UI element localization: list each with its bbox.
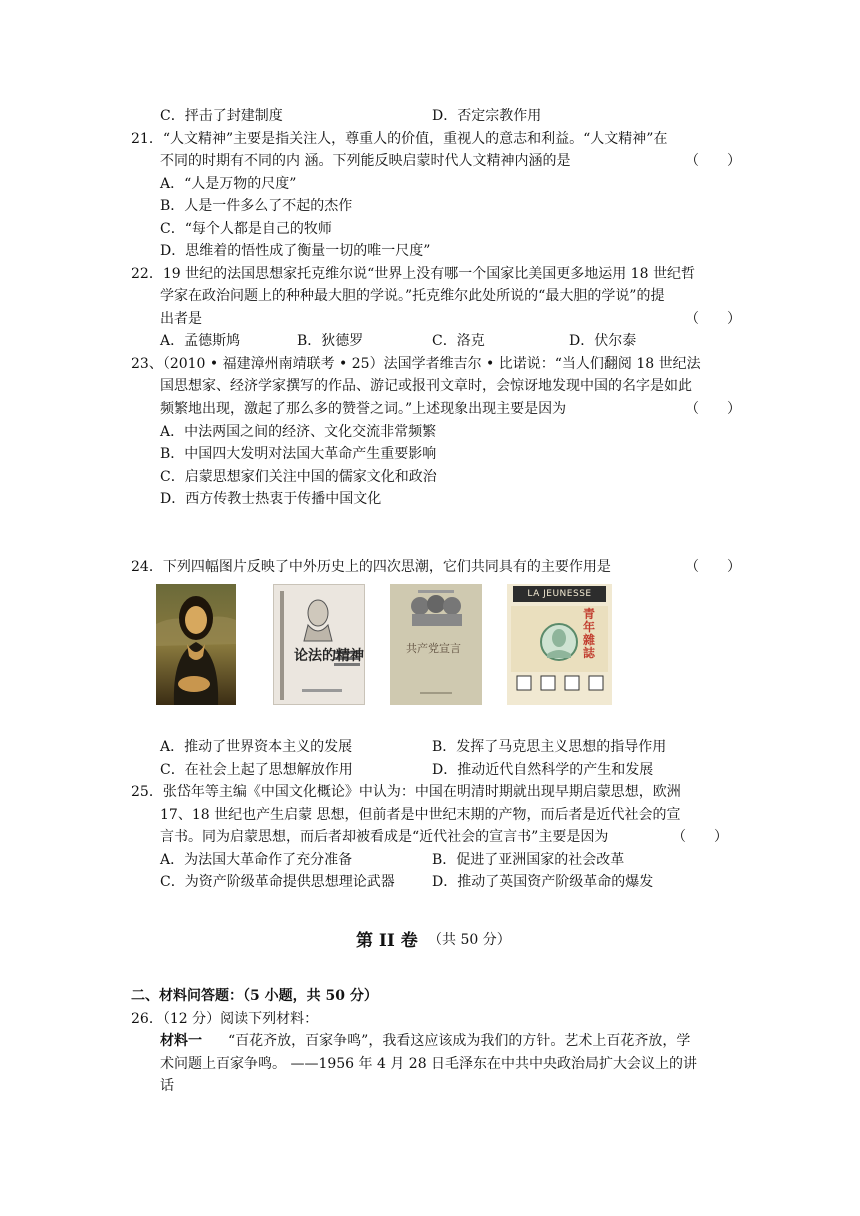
q22-option-b: B．狄德罗 xyxy=(297,333,364,349)
mona-lisa-image xyxy=(156,584,236,705)
part-two-subtitle: （共 50 分） xyxy=(428,932,511,948)
q21-stem-line2: 不同的时期有不同的内 涵。下列能反映启蒙时代人文精神内涵的是 xyxy=(160,153,571,169)
part-two-title: 第 II 卷 xyxy=(356,931,418,951)
q25-stem-line1: 25．张岱年等主编《中国文化概论》中认为：中国在明清时期就出现早期启蒙思想，欧洲 xyxy=(131,784,681,800)
q20-option-c: C．抨击了封建制度 xyxy=(160,108,283,124)
q23-option-b: B．中国四大发明对法国大革命产生重要影响 xyxy=(160,446,437,462)
q22-option-d: D．伏尔泰 xyxy=(569,333,637,349)
q22-stem-line2: 学家在政治问题上的种种最大胆的学说。”托克维尔此处所说的“最大胆的学说”的提 xyxy=(160,288,665,304)
q24-option-c: C．在社会上起了思想解放作用 xyxy=(160,762,353,778)
q23-stem-line2: 国思想家、经济学家撰写的作品、游记或报刊文章时，会惊讶地发现中国的名字是如此 xyxy=(160,378,692,394)
la-jeunesse-title: 青年雜誌 xyxy=(583,607,596,660)
q23-stem-line1: 23、（2010 • 福建漳州南靖联考 • 25）法国学者维吉尔 • 比诺说：“当人们翻阅 18 世纪法 xyxy=(131,356,701,372)
q24-option-b: B．发挥了马克思主义思想的指导作用 xyxy=(432,739,667,755)
q26-material-one-line3: 话 xyxy=(160,1078,174,1094)
q23-stem-line3: 频繁地出现，激起了那么多的赞誉之词。”上述现象出现主要是因为 xyxy=(160,401,567,417)
q21-option-d: D．思维着的悟性成了衡量一切的唯一尺度” xyxy=(160,243,431,259)
q24-option-a: A．推动了世界资本主义的发展 xyxy=(160,739,353,755)
q24-answer-blank: （ ） xyxy=(685,559,741,575)
q22-stem-line1: 22．19 世纪的法国思想家托克维尔说“世界上没有哪一个国家比美国更多地运用 18 世纪哲 xyxy=(131,266,695,282)
q25-option-c: C．为资产阶级革命提供思想理论武器 xyxy=(160,874,395,890)
q20-option-d: D．否定宗教作用 xyxy=(432,108,542,124)
q26-material-one-line2: 术问题上百家争鸣。 ——1956 年 4 月 28 日毛泽东在中共中央政治局扩大会议上的讲 xyxy=(160,1056,698,1072)
q21-option-a: A．“人是万物的尺度” xyxy=(160,176,297,192)
q22-answer-blank: （ ） xyxy=(685,311,741,327)
q25-option-d: D．推动了英国资产阶级革命的爆发 xyxy=(432,874,654,890)
q26-stem: 26．（12 分）阅读下列材料： xyxy=(131,1011,319,1027)
la-jeunesse-banner: LA JEUNESSE xyxy=(513,586,606,602)
q25-option-a: A．为法国大革命作了充分准备 xyxy=(160,852,353,868)
q21-option-b: B．人是一件多么了不起的杰作 xyxy=(160,198,353,214)
section-two-heading: 二、材料问答题：（5 小题，共 50 分） xyxy=(131,988,378,1004)
q26-material-one-line1: “百花齐放，百家争鸣”，我看这应该成为我们的方针。艺术上百花齐放，学 xyxy=(228,1033,691,1049)
q25-answer-blank: （ ） xyxy=(672,829,728,845)
spirit-of-laws-title: 论法的精神 xyxy=(294,648,364,664)
q26-material-one-label: 材料一 xyxy=(160,1033,202,1049)
q24-stem: 24．下列四幅图片反映了中外历史上的四次思潮，它们共同具有的主要作用是 xyxy=(131,559,611,575)
q23-option-d: D．西方传教士热衷于传播中国文化 xyxy=(160,491,382,507)
q24-option-d: D．推动近代自然科学的产生和发展 xyxy=(432,762,654,778)
q22-option-c: C．洛克 xyxy=(432,333,485,349)
q22-option-a: A．孟德斯鸠 xyxy=(160,333,241,349)
q21-stem-line1: 21．“人文精神”主要是指关注人，尊重人的价值，重视人的意志和利益。“人文精神”在 xyxy=(131,131,668,147)
q25-stem-line2: 17、18 世纪也产生启蒙 思想，但前者是中世纪末期的产物，而后者是近代社会的宣 xyxy=(160,807,681,823)
communist-manifesto-title: 共产党宣言 xyxy=(406,642,461,655)
spirit-of-laws-book-image xyxy=(273,584,365,705)
q21-answer-blank: （ ） xyxy=(685,153,741,169)
q23-option-c: C．启蒙思想家们关注中国的儒家文化和政治 xyxy=(160,469,437,485)
q25-option-b: B．促进了亚洲国家的社会改革 xyxy=(432,852,625,868)
q22-stem-line3: 出者是 xyxy=(160,311,202,327)
communist-manifesto-book-image xyxy=(390,584,482,705)
q23-answer-blank: （ ） xyxy=(685,401,741,417)
la-jeunesse-magazine-image xyxy=(507,584,612,705)
q23-option-a: A．中法两国之间的经济、文化交流非常频繁 xyxy=(160,424,437,440)
q25-stem-line3: 言书。同为启蒙思想，而后者却被看成是“近代社会的宣言书”主要是因为 xyxy=(160,829,609,845)
q21-option-c: C．“每个人都是自己的牧师 xyxy=(160,221,332,237)
